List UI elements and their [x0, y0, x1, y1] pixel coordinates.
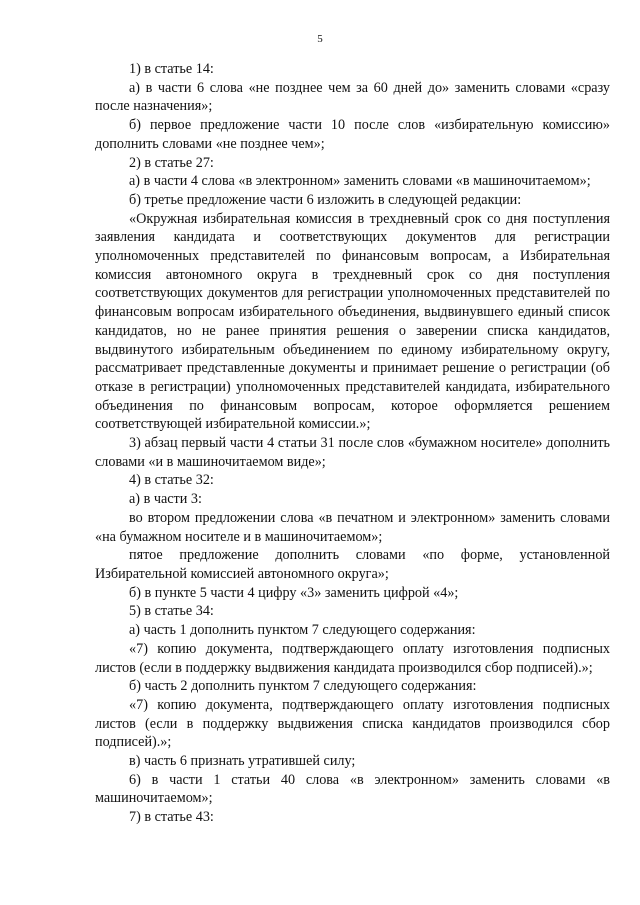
list-item: «Окружная избирательная комиссия в трехдневный срок со дня поступления заявления кандидата и соответствующих документов для регистрации уполномоченных представителей по финансовым вопросам, а Избирательная комиссия автономного округа в трехдневный срок со дня поступления соответствующих документов для регистрации уполномоченных представителей по финансовым вопросам избирательного объединения, выдвинувшего единый список кандидатов, но не ранее принятия решения о заверении списка кандидатов, выдвинутого избирательным объединением по единому избирательному округу, рассматривает представленные документы и принимает решение о регистрации (об отказе в регистрации) уполномоченных представителей кандидата, избирательного объединения по финансовым вопросам, которое оформляется решением соответствующей избирательной комиссии.»; [95, 210, 610, 433]
list-item: 4) в статье 32: [129, 472, 214, 489]
page-number: 5 [317, 33, 323, 45]
list-item: «7) копию документа, подтверждающего оплату изготовления подписных листов (если в поддержку выдвижения кандидата производился сбор подписей).»; [95, 640, 610, 676]
list-item: а) в части 6 слова «не позднее чем за 60 дней до» заменить словами «сразу после назначения»; [95, 79, 610, 115]
list-item: 7) в статье 43: [129, 809, 214, 826]
list-item: а) часть 1 дополнить пунктом 7 следующего содержания: [129, 622, 476, 639]
list-item: 6) в части 1 статьи 40 слова «в электронном» заменить словами «в машиночитаемом»; [95, 771, 610, 807]
list-item: 1) в статье 14: [129, 61, 214, 77]
list-item: во втором предложении слова «в печатном и электронном» заменить словами «на бумажном носителе и в машиночитаемом»; [95, 509, 610, 545]
list-item: б) первое предложение части 10 после слов «избирательную комиссию» дополнить словами «не позднее чем»; [95, 117, 610, 152]
list-item: а) в части 4 слова «в электронном» заменить словами «в машиночитаемом»; [129, 173, 591, 190]
list-item: 5) в статье 34: [129, 603, 214, 620]
list-item: в) часть 6 признать утратившей силу; [129, 753, 356, 770]
list-item: 3) абзац первый части 4 статьи 31 после слов «бумажном носителе» дополнить словами «и в машиночитаемом виде»; [95, 435, 610, 470]
list-item: пятое предложение дополнить словами «по форме, установленной Избирательной комиссией автономного округа»; [95, 547, 610, 582]
list-item: б) третье предложение части 6 изложить в следующей редакции: [129, 191, 522, 208]
list-item: а) в части 3: [129, 491, 202, 508]
list-item: б) в пункте 5 части 4 цифру «3» заменить цифрой «4»; [129, 584, 459, 601]
list-item: «7) копию документа, подтверждающего оплату изготовления подписных листов (если в поддержку выдвижения списка кандидатов производился сбор подписей).»; [95, 696, 610, 751]
list-item: 2) в статье 27: [129, 154, 214, 171]
document-body [95, 60, 610, 827]
list-item: б) часть 2 дополнить пунктом 7 следующего содержания: [129, 678, 477, 695]
